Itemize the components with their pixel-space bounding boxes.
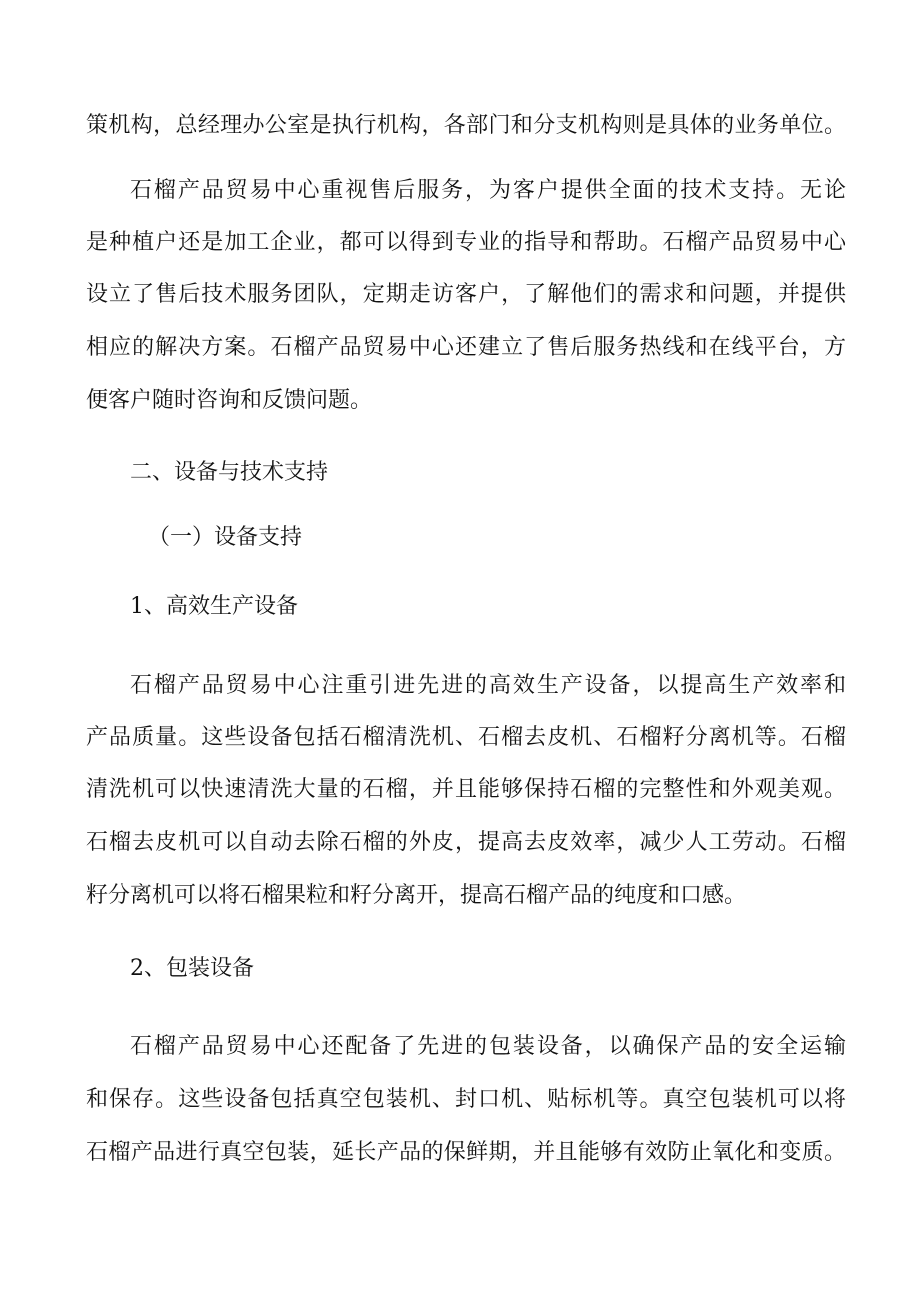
- paragraph-line: 清洗机可以快速清洗大量的石榴，并且能够保持石榴的完整性和外观美观。: [86, 777, 846, 802]
- paragraph-line: 是种植户还是加工企业，都可以得到专业的指导和帮助。石榴产品贸易中心: [86, 230, 846, 255]
- paragraph-line: 石榴产品贸易中心重视售后服务，为客户提供全面的技术支持。无论: [130, 178, 846, 203]
- subsection-heading: （一）设备支持: [148, 525, 303, 550]
- paragraph-line: 产品质量。这些设备包括石榴清洗机、石榴去皮机、石榴籽分离机等。石榴: [86, 725, 846, 750]
- item-heading: 1、高效生产设备: [130, 594, 298, 619]
- paragraph-line: 相应的解决方案。石榴产品贸易中心还建立了售后服务热线和在线平台，方: [86, 335, 846, 360]
- paragraph-line: 和保存。这些设备包括真空包装机、封口机、贴标机等。真空包装机可以将: [86, 1087, 846, 1112]
- paragraph-line: 石榴去皮机可以自动去除石榴的外皮，提高去皮效率，减少人工劳动。石榴: [86, 830, 846, 855]
- paragraph-line: 便客户随时咨询和反馈问题。: [86, 388, 373, 413]
- item-heading: 2、包装设备: [130, 956, 254, 981]
- paragraph-line: 石榴产品贸易中心还配备了先进的包装设备，以确保产品的安全运输: [130, 1034, 846, 1059]
- paragraph-line: 籽分离机可以将石榴果粒和籽分离开，提高石榴产品的纯度和口感。: [86, 883, 747, 908]
- paragraph-line: 策机构，总经理办公室是执行机构，各部门和分支机构则是具体的业务单位。: [86, 113, 846, 138]
- paragraph-line: 设立了售后技术服务团队，定期走访客户，了解他们的需求和问题，并提供: [86, 282, 846, 307]
- paragraph-line: 石榴产品贸易中心注重引进先进的高效生产设备，以提高生产效率和: [130, 673, 846, 698]
- paragraph-line: 石榴产品进行真空包装，延长产品的保鲜期，并且能够有效防止氧化和变质。: [86, 1140, 846, 1165]
- section-heading: 二、设备与技术支持: [130, 460, 329, 485]
